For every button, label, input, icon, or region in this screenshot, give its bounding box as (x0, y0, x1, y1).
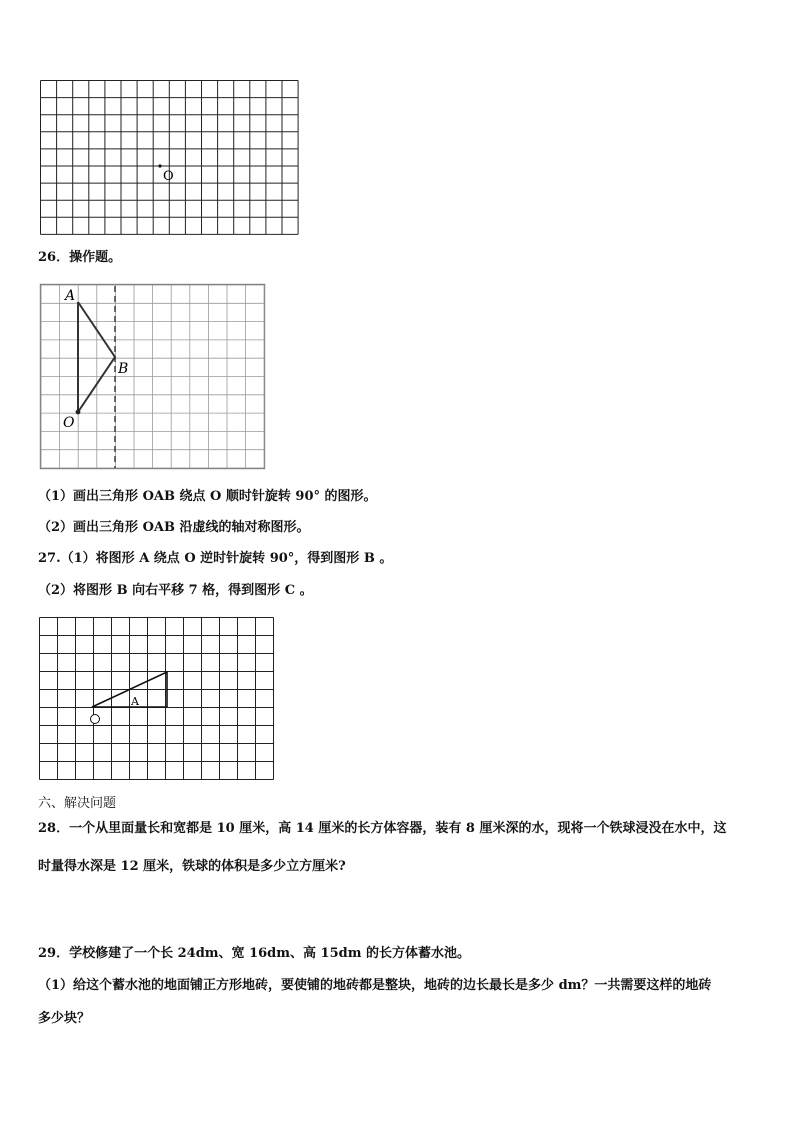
question-26-part-2: （2）画出三角形 OAB 沿虚线的轴对称图形。 (38, 520, 310, 535)
label-o: O (63, 415, 75, 431)
question-29-line-1: 29．学校修建了一个长 24dm、宽 16dm、高 15dm 的长方体蓄水池。 (38, 946, 471, 961)
grid-lines (41, 81, 299, 235)
section-6-title: 六、解决问题 (38, 796, 117, 811)
label-a: A (65, 288, 76, 304)
point-o-dot (76, 410, 81, 415)
point-o-circle (91, 715, 100, 724)
question-29-line-2: （1）给这个蓄水池的地面铺正方形地砖，要使铺的地砖都是整块，地砖的边长最长是多少 dm？一共需要这样的地砖 (38, 978, 712, 993)
question-29-line-3: 多少块？ (38, 1011, 91, 1026)
question-27-part-2: （2）将图形 B 向右平移 7 格，得到图形 C 。 (38, 583, 313, 598)
question-28-line-2: 时量得水深是 12 厘米，铁球的体积是多少立方厘米? (38, 859, 346, 874)
grid-figure-26 (40, 284, 266, 470)
grid-lines (41, 285, 264, 468)
question-27-part-1: 27.（1）将图形 A 绕点 O 逆时针旋转 90°，得到图形 B 。 (38, 551, 393, 566)
point-o-label: O (163, 169, 174, 184)
grid-figure-1 (40, 80, 300, 238)
point-o-dot (158, 164, 161, 167)
grid-figure-27 (38, 616, 278, 784)
question-26-title: 26．操作题。 (38, 250, 122, 265)
question-26-part-1: （1）画出三角形 OAB 绕点 O 顺时针旋转 90° 的图形。 (38, 489, 377, 504)
grid-lines (40, 618, 274, 780)
label-b: B (118, 361, 129, 377)
shape-a-label: A (131, 695, 139, 708)
question-28-line-1: 28．一个从里面量长和宽都是 10 厘米，高 14 厘米的长方体容器，装有 8 厘米深的水，现将一个铁球浸没在水中，这 (38, 821, 727, 836)
